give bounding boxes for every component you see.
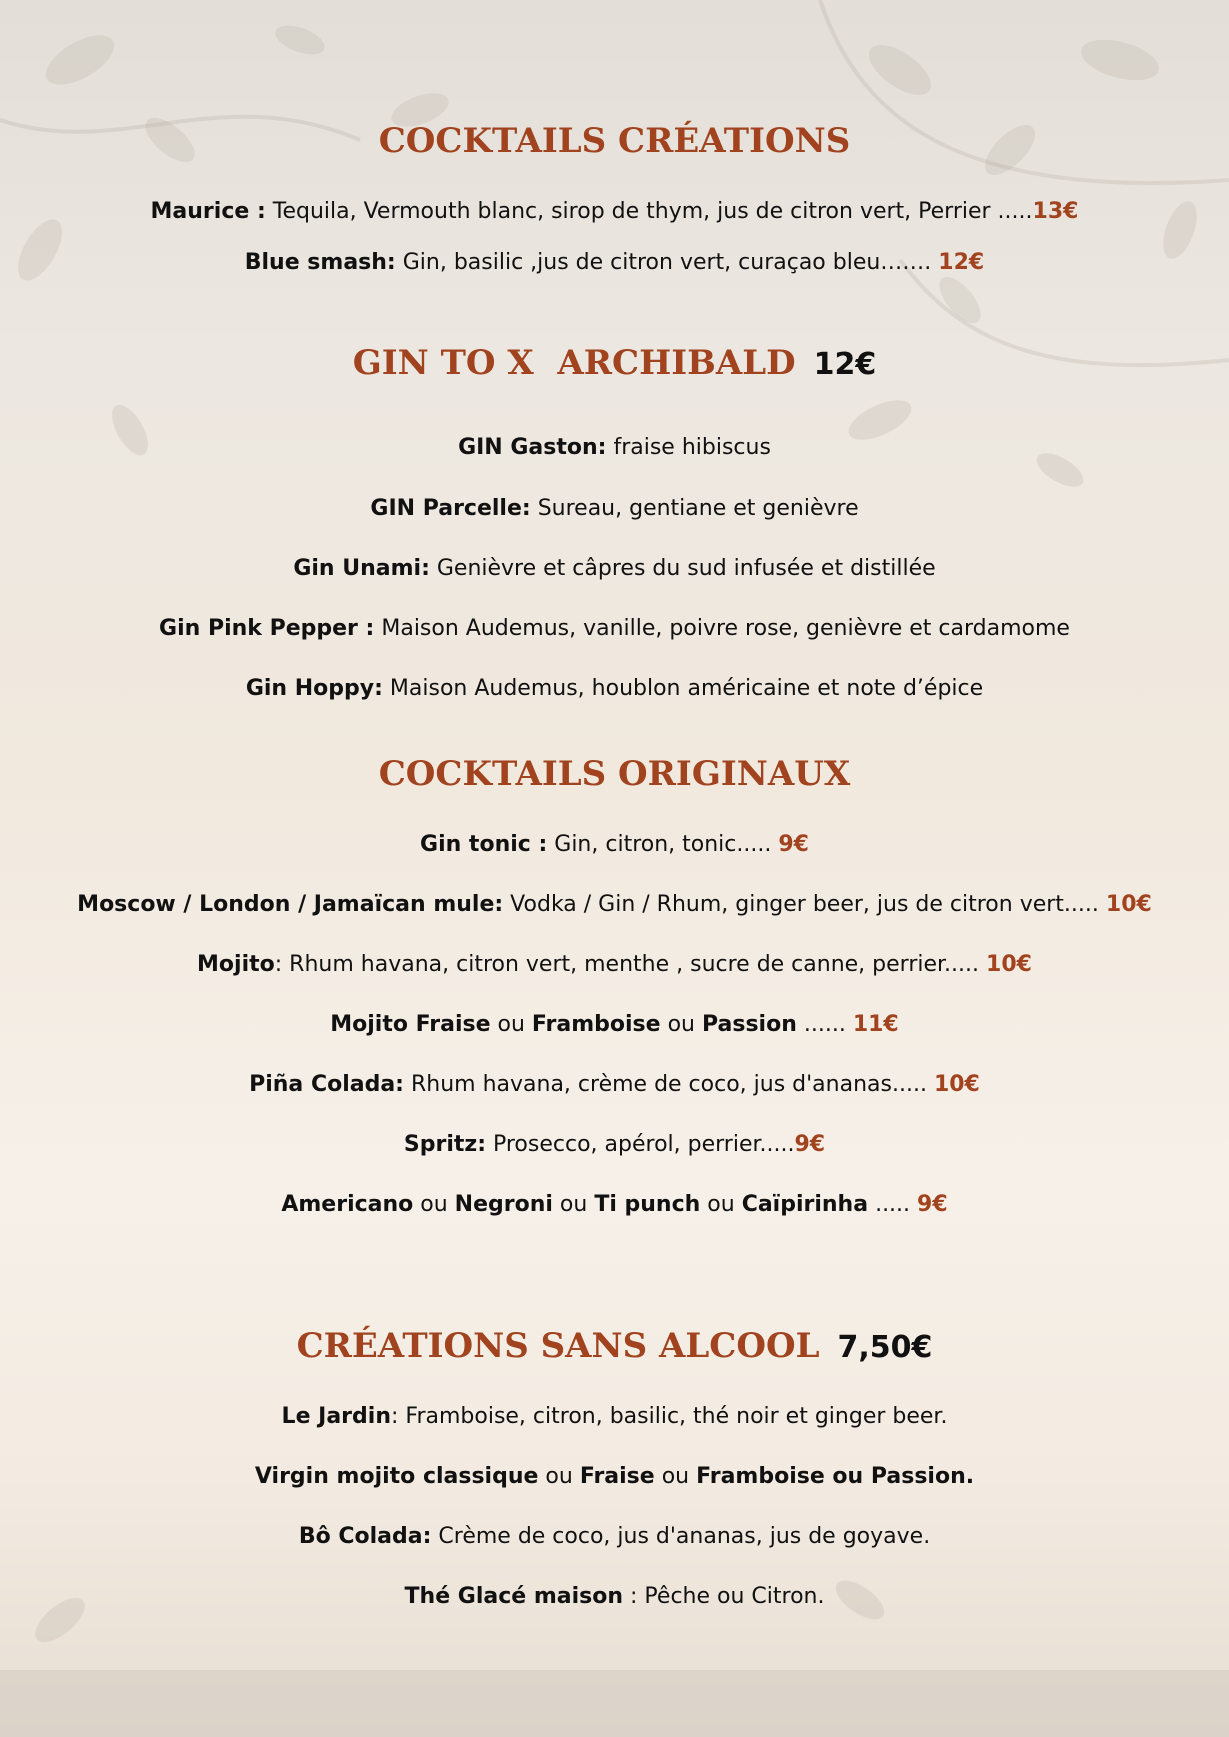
price: 13€	[1032, 199, 1079, 224]
menu-item-maurice: Maurice : Tequila, Vermouth blanc, sirop de thym, jus de citron vert, Perrier .....13€	[150, 199, 1079, 224]
price: 10€	[1105, 892, 1152, 917]
price: 11€	[852, 1012, 899, 1037]
section-title-gin: GIN TO X ARCHIBALD 12€	[352, 343, 877, 383]
price: 9€	[794, 1132, 826, 1157]
menu-item-gin-unami: Gin Unami: Genièvre et câpres du sud infusée et distillée	[293, 556, 936, 581]
price: 12€	[938, 250, 985, 275]
menu-item-the-glace: Thé Glacé maison : Pêche ou Citron.	[404, 1584, 825, 1609]
menu-item-mojito: Mojito: Rhum havana, citron vert, menthe , sucre de canne, perrier..... 10€	[197, 952, 1032, 977]
menu-item-classics: Americano ou Negroni ou Ti punch ou Caïpirinha ..... 9€	[281, 1192, 948, 1217]
price: 9€	[778, 832, 809, 857]
menu-item-blue-smash: Blue smash: Gin, basilic ,jus de citron vert, curaçao bleu……. 12€	[244, 250, 985, 275]
menu-item-gin-parcelle: GIN Parcelle: Sureau, gentiane et genièvre	[370, 496, 859, 521]
price: 9€	[917, 1192, 948, 1217]
menu-item-mule: Moscow / London / Jamaïcan mule: Vodka / Gin / Rhum, ginger beer, jus de citron vert..... 10€	[77, 892, 1152, 917]
section-title-cocktails-originaux: COCKTAILS ORIGINAUX	[378, 754, 851, 794]
section-title-sans-alcool: CRÉATIONS SANS ALCOOL 7,50€	[296, 1326, 933, 1366]
menu-item-mojito-flavours: Mojito Fraise ou Framboise ou Passion ...... 11€	[330, 1012, 899, 1037]
menu-item-spritz: Spritz: Prosecco, apérol, perrier.....9€	[403, 1132, 826, 1157]
menu-item-gin-pink-pepper: Gin Pink Pepper : Maison Audemus, vanille, poivre rose, genièvre et cardamome	[159, 616, 1070, 641]
menu-item-gin-hoppy: Gin Hoppy: Maison Audemus, houblon américaine et note d’épice	[245, 676, 984, 701]
section-title-cocktails-creations: COCKTAILS CRÉATIONS	[378, 121, 851, 161]
section-price: 7,50€	[837, 1330, 933, 1365]
menu-item-pina-colada: Piña Colada: Rhum havana, crème de coco, jus d'ananas..... 10€	[249, 1072, 980, 1097]
price: 10€	[986, 952, 1032, 977]
menu-item-gin-gaston: GIN Gaston: fraise hibiscus	[458, 435, 771, 460]
price: 10€	[933, 1072, 980, 1097]
menu-item-virgin-mojito: Virgin mojito classique ou Fraise ou Framboise ou Passion.	[254, 1464, 975, 1489]
menu-item-le-jardin: Le Jardin: Framboise, citron, basilic, thé noir et ginger beer.	[281, 1404, 948, 1429]
menu-item-bo-colada: Bô Colada: Crème de coco, jus d'ananas, jus de goyave.	[298, 1524, 931, 1549]
menu-item-gin-tonic: Gin tonic : Gin, citron, tonic..... 9€	[420, 832, 809, 857]
section-price: 12€	[813, 347, 877, 382]
